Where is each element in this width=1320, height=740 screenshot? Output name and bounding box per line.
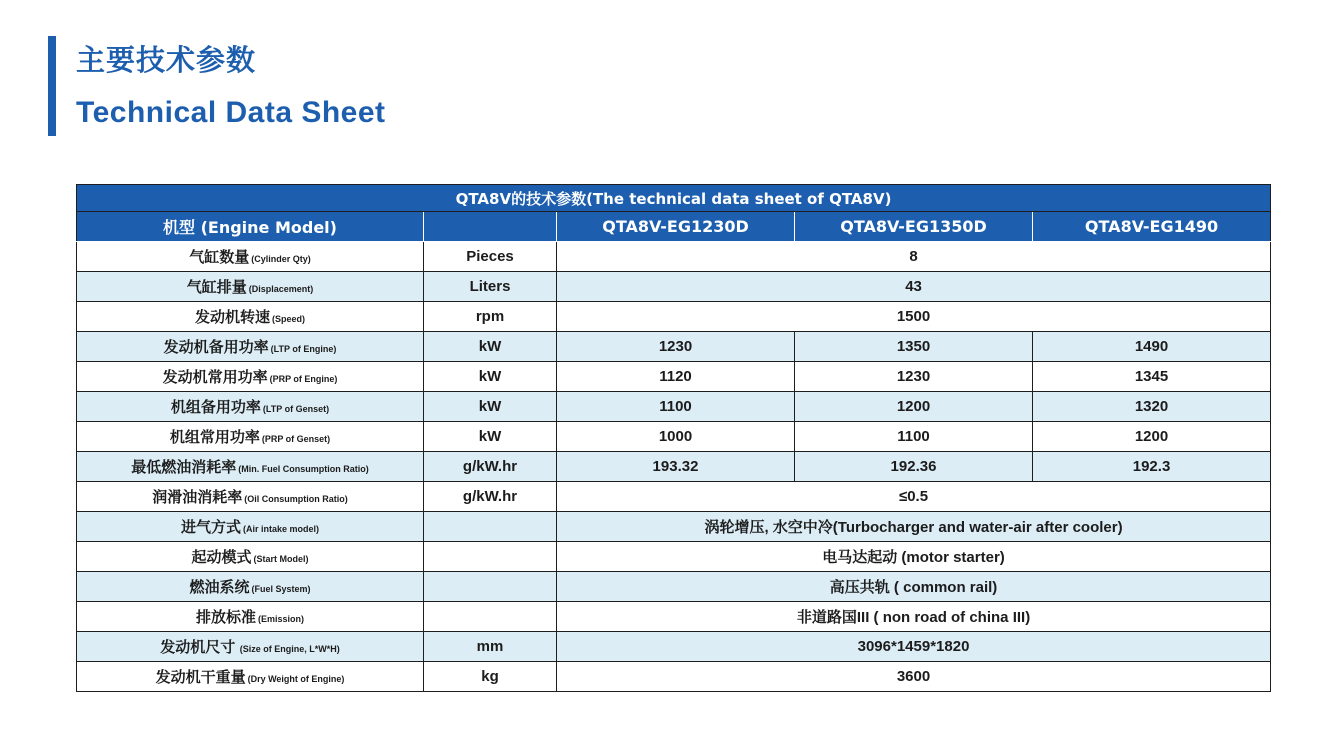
table-row [77,422,1271,452]
parameter-name-cn: 发动机干重量 [155,668,246,686]
unit-cell: kg [424,662,557,692]
table-row [77,602,1271,632]
parameter-name-cn: 机组常用功率 [169,428,260,446]
unit-cell: g/kW.hr [424,482,557,512]
table-row [77,452,1271,482]
parameter-cell [77,602,424,632]
parameter-name-en: (LTP of Genset) [262,404,330,414]
parameter-name-cn: 发动机转速 [194,308,270,326]
parameter-cell [77,362,424,392]
parameter-cell [77,422,424,452]
parameter-name-en: (Emission) [258,614,305,624]
unit-cell [424,572,557,602]
unit-cell: Liters [424,272,557,302]
parameter-cell [77,392,424,422]
parameter-name-en: (PRP of Genset) [261,434,331,444]
parameter-name-en: (Displacement) [248,284,314,294]
value-cell: 1100 [795,422,1033,452]
value-cell: 高压共轨 ( common rail) [557,572,1271,602]
parameter-name-cn: 发动机常用功率 [162,368,268,386]
value-cell: 3600 [557,662,1271,692]
parameter-name-cn: 发动机备用功率 [163,338,269,356]
unit-cell: kW [424,362,557,392]
unit-cell [424,602,557,632]
unit-header [424,212,557,242]
unit-cell [424,512,557,542]
parameter-name-cn: 气缸排量 [186,278,247,296]
value-cell: 1000 [557,422,795,452]
value-cell: 1345 [1033,362,1271,392]
parameter-name-en: (Air intake model) [243,524,320,534]
parameter-cell [77,512,424,542]
value-cell: ≤0.5 [557,482,1271,512]
value-cell: 43 [557,272,1271,302]
parameter-cell [77,662,424,692]
table-caption-row [77,185,1271,212]
parameter-name-en: (Cylinder Qty) [251,254,311,264]
unit-cell: kW [424,392,557,422]
table-header-row [77,212,1271,242]
value-cell: 193.32 [557,452,795,482]
unit-cell: rpm [424,302,557,332]
parameter-name-cn: 排放标准 [195,608,256,626]
unit-cell: kW [424,422,557,452]
value-cell: 192.36 [795,452,1033,482]
parameter-cell [77,542,424,572]
value-cell: 192.3 [1033,452,1271,482]
parameter-cell [77,452,424,482]
parameter-name-cn: 进气方式 [180,518,241,536]
parameter-name-en: (Oil Consumption Ratio) [244,494,348,504]
parameter-name-en: (PRP of Engine) [269,374,338,384]
technical-data-table [76,184,1271,692]
parameter-cell [77,632,424,662]
parameter-name-en: (LTP of Engine) [270,344,337,354]
value-cell: 涡轮增压, 水空中冷(Turbocharger and water-air after cooler) [557,512,1271,542]
unit-cell: kW [424,332,557,362]
table-row [77,332,1271,362]
table-row [77,662,1271,692]
table-row [77,242,1271,272]
parameter-name-cn: 机组备用功率 [170,398,261,416]
value-cell: 1100 [557,392,795,422]
value-cell: 1200 [1033,422,1271,452]
table-caption: QTA8V的技术参数(The technical data sheet of QTA8V) [77,185,1271,212]
page-title-english: Technical Data Sheet [76,96,386,129]
table-row [77,632,1271,662]
table-row [77,362,1271,392]
engine-model-header: 机型 (Engine Model) [77,212,424,242]
parameter-cell [77,302,424,332]
value-cell: 1320 [1033,392,1271,422]
unit-cell [424,542,557,572]
table-row [77,392,1271,422]
title-accent-bar [48,36,56,136]
unit-cell: mm [424,632,557,662]
parameter-name-cn: 润滑油消耗率 [152,488,243,506]
parameter-cell [77,572,424,602]
parameter-name-cn: 气缸数量 [189,248,250,266]
value-cell: 1350 [795,332,1033,362]
parameter-cell [77,272,424,302]
value-cell: 非道路国III ( non road of china III) [557,602,1271,632]
value-cell: 1200 [795,392,1033,422]
parameter-name-cn: 起动模式 [191,548,252,566]
value-cell: 1230 [557,332,795,362]
model-header-2: QTA8V-EG1350D [795,212,1033,242]
table-row [77,302,1271,332]
parameter-cell [77,242,424,272]
table-row [77,272,1271,302]
value-cell: 电马达起动 (motor starter) [557,542,1271,572]
parameter-cell [77,332,424,362]
parameter-name-cn: 最低燃油消耗率 [131,458,237,476]
page-title-chinese: 主要技术参数 [76,43,257,77]
value-cell: 3096*1459*1820 [557,632,1271,662]
parameter-name-en: (Size of Engine, L*W*H) [237,644,340,654]
unit-cell: Pieces [424,242,557,272]
parameter-name-en: (Start Model) [253,554,309,564]
table-row [77,482,1271,512]
model-header-3: QTA8V-EG1490 [1033,212,1271,242]
value-cell: 1120 [557,362,795,392]
value-cell: 1490 [1033,332,1271,362]
parameter-name-en: (Dry Weight of Engine) [247,674,345,684]
value-cell: 8 [557,242,1271,272]
table-row [77,542,1271,572]
parameter-name-cn: 发动机尺寸 [160,638,236,656]
model-header-1: QTA8V-EG1230D [557,212,795,242]
value-cell: 1230 [795,362,1033,392]
parameter-name-en: (Fuel System) [251,584,311,594]
parameter-name-en: (Min. Fuel Consumption Ratio) [238,464,369,474]
table-row [77,512,1271,542]
parameter-cell [77,482,424,512]
table-row [77,572,1271,602]
unit-cell: g/kW.hr [424,452,557,482]
value-cell: 1500 [557,302,1271,332]
parameter-name-cn: 燃油系统 [189,578,250,596]
parameter-name-en: (Speed) [272,314,306,324]
